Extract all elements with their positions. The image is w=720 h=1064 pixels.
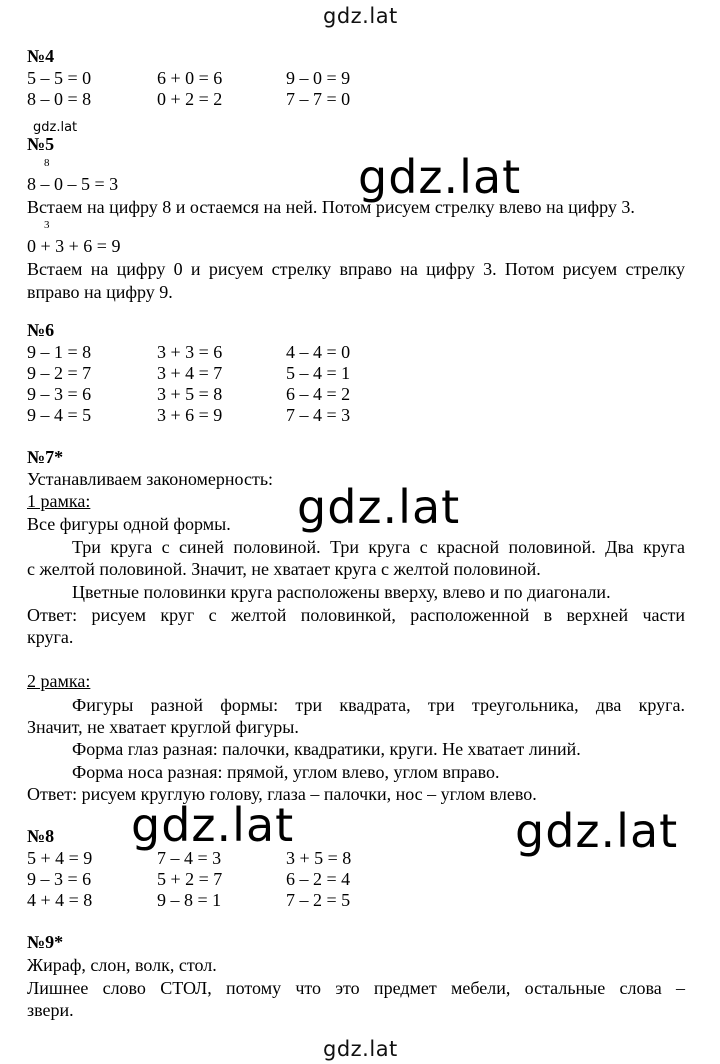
equation: 4 + 4 = 8 — [27, 890, 93, 910]
equation: 5 – 4 = 1 — [286, 363, 351, 383]
equation: 3 + 6 = 9 — [157, 405, 223, 425]
superscript: 3 — [44, 219, 50, 231]
equation: 9 – 4 = 5 — [27, 405, 92, 425]
equation: 3 + 4 = 7 — [157, 363, 223, 383]
equation: 5 – 5 = 0 — [27, 68, 92, 88]
task-5-expression-2: 0 + 3 + 6 = 9 — [27, 236, 121, 256]
equation: 5 + 4 = 9 — [27, 848, 93, 868]
task-8-col-3 — [286, 848, 351, 911]
equation: 6 – 4 = 2 — [286, 384, 351, 404]
task-4-title: №4 — [27, 46, 55, 66]
task-6-col-3 — [286, 342, 350, 426]
task-7-frame-2-line: Фигуры разной формы: три квадрата, три треугольника, два круга. — [72, 695, 685, 715]
equation: 6 + 0 = 6 — [157, 68, 223, 88]
watermark-small-left: gdz.lat — [33, 120, 78, 135]
equation: 9 – 3 = 6 — [27, 869, 92, 889]
task-7-frame-1-line: с желтой половиной. Значит, не хватает круга с желтой половиной. — [27, 559, 541, 579]
task-6-title: №6 — [27, 320, 55, 340]
watermark-big-3: gdz.lat — [131, 798, 295, 852]
task-9-line: Жираф, слон, волк, стол. — [27, 955, 217, 975]
equation: 7 – 4 = 3 — [157, 848, 222, 868]
equation: 9 – 3 = 6 — [27, 384, 92, 404]
equation: 5 + 2 = 7 — [157, 869, 223, 889]
task-7-frame-1-line: Цветные половинки круга расположены вверху, влево и по диагонали. — [72, 582, 611, 602]
task-5-text-1: Встаем на цифру 8 и остаемся на ней. Потом рисуем стрелку влево на цифру 3. — [27, 197, 635, 217]
equation: 3 + 5 = 8 — [286, 848, 352, 868]
equation: 8 – 0 = 8 — [27, 89, 92, 109]
equation: 7 – 2 = 5 — [286, 890, 351, 910]
task-9-title: №9* — [27, 932, 64, 952]
task-7-frame-1-line: Все фигуры одной формы. — [27, 514, 231, 534]
watermark-big-4: gdz.lat — [515, 804, 679, 858]
equation: 9 – 8 = 1 — [157, 890, 222, 910]
watermark-big-1: gdz.lat — [358, 150, 522, 204]
equation: 6 – 2 = 4 — [286, 869, 351, 889]
equation: 3 + 5 = 8 — [157, 384, 223, 404]
equation: 9 – 2 = 7 — [27, 363, 92, 383]
equation: 3 + 3 = 6 — [157, 342, 223, 362]
task-7-intro: Устанавливаем закономерность: — [27, 469, 274, 489]
task-5-title: №5 — [27, 134, 55, 154]
task-7-frame-2-line: Форма носа разная: прямой, углом влево, углом вправо. — [72, 762, 500, 782]
task-8-title: №8 — [27, 826, 55, 846]
watermark-bottom: gdz.lat — [323, 1037, 398, 1061]
task-7-frame-2-line: Значит, не хватает круглой фигуры. — [27, 717, 299, 737]
equation: 9 – 1 = 8 — [27, 342, 92, 362]
task-7-frame-1-heading: 1 рамка: — [27, 491, 91, 511]
task-4-col-3 — [286, 68, 350, 110]
task-7-frame-1-line: Ответ: рисуем круг с желтой половинкой, расположенной в верхней части — [27, 605, 685, 625]
task-9-line: звери. — [27, 1000, 74, 1020]
task-6-col-1 — [27, 342, 91, 426]
task-7-frame-2-line: Ответ: рисуем круглую голову, глаза – палочки, нос – углом влево. — [27, 784, 537, 804]
watermark-big-2: gdz.lat — [297, 480, 461, 534]
task-5-text-2b: вправо на цифру 9. — [27, 282, 173, 302]
task-8-col-1 — [27, 848, 92, 911]
watermark-top: gdz.lat — [323, 4, 398, 28]
task-7-frame-1-line: круга. — [27, 627, 74, 647]
task-9-line: Лишнее слово СТОЛ, потому что это предмет мебели, остальные слова – — [27, 978, 685, 998]
equation: 0 + 2 = 2 — [157, 89, 223, 109]
task-5-text-2a: Встаем на цифру 0 и рисуем стрелку вправо на цифру 3. Потом рисуем стрелку — [27, 259, 685, 279]
equation: 4 – 4 = 0 — [286, 342, 351, 362]
task-6-col-2 — [157, 342, 222, 426]
equation: 7 – 7 = 0 — [286, 89, 351, 109]
task-7-title: №7* — [27, 447, 64, 467]
superscript: 8 — [44, 157, 50, 169]
task-8-col-2 — [157, 848, 222, 911]
task-4-col-2 — [157, 68, 222, 110]
equation: 9 – 0 = 9 — [286, 68, 351, 88]
task-7-frame-2-heading: 2 рамка: — [27, 671, 91, 691]
task-7-frame-2-line: Форма глаз разная: палочки, квадратики, круги. Не хватает линий. — [72, 739, 581, 759]
task-4-col-1 — [27, 68, 91, 110]
task-5-expression-1: 8 – 0 – 5 = 3 — [27, 174, 119, 194]
task-7-frame-1-line: Три круга с синей половиной. Три круга с красной половиной. Два круга — [72, 537, 685, 557]
equation: 7 – 4 = 3 — [286, 405, 351, 425]
